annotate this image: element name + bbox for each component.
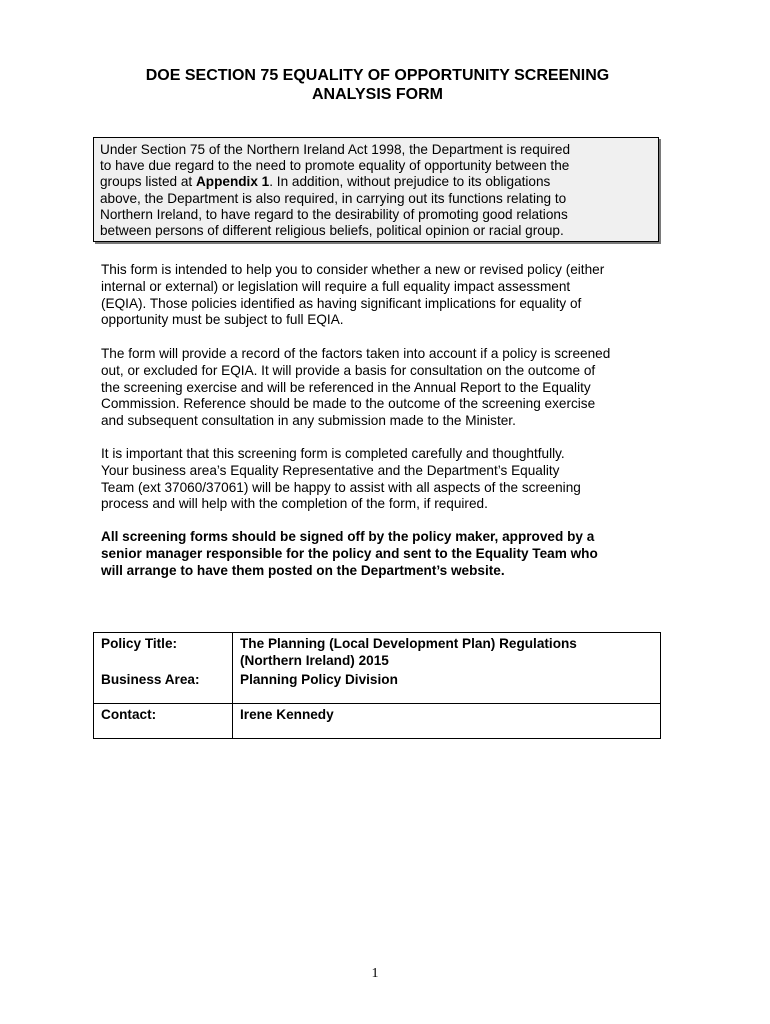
- paragraph-line: This form is intended to help you to consider whether a new or revised policy (either: [101, 262, 605, 277]
- policy-title-value: [233, 633, 661, 670]
- paragraph-line: and subsequent consultation in any submission made to the Minister.: [101, 413, 516, 429]
- form-title: [95, 66, 660, 104]
- paragraph-line: Team (ext 37060/37061) will be happy to assist with all aspects of the screening: [101, 479, 581, 495]
- policy-title-label: Policy Title:: [94, 633, 233, 670]
- intro-line-1: Under Section 75 of the Northern Ireland Act 1998, the Department is required: [100, 142, 571, 157]
- contact-label: Contact:: [94, 704, 233, 739]
- intro-line-6: between persons of different religious beliefs, political opinion or racial group.: [100, 223, 564, 239]
- table-row: [94, 704, 661, 739]
- policy-title-value-line-1: The Planning (Local Development Plan) Regulations: [240, 636, 577, 651]
- paragraph-line: internal or external) or legislation will require a full equality impact assessment: [101, 278, 571, 294]
- contact-value: Irene Kennedy: [233, 704, 661, 739]
- paragraph-line: Your business area’s Equality Representative and the Department’s Equality: [101, 462, 560, 478]
- intro-line-5: Northern Ireland, to have regard to the desirability of promoting good relations: [100, 206, 568, 222]
- form-title-line-2: ANALYSIS FORM: [312, 86, 443, 103]
- assistance-paragraph: [101, 446, 661, 513]
- paragraph-line: process and will help with the completion of the form, if required.: [101, 496, 488, 512]
- intro-line-4: above, the Department is also required, in carrying out its functions relating to: [100, 190, 567, 206]
- paragraph-line: senior manager responsible for the policy and sent to the Equality Team who: [101, 545, 598, 561]
- paragraph-line: will arrange to have them posted on the Department’s website.: [101, 562, 505, 578]
- record-paragraph: [101, 346, 661, 430]
- paragraph-line: the screening exercise and will be referenced in the Annual Report to the Equality: [101, 379, 591, 395]
- purpose-paragraph: [101, 262, 661, 329]
- intro-line-2: to have due regard to the need to promote equality of opportunity between the: [100, 158, 570, 174]
- sign-off-paragraph: [101, 529, 661, 579]
- paragraph-line: It is important that this screening form is completed carefully and thoughtfully.: [101, 446, 565, 461]
- intro-line-3: [100, 174, 658, 190]
- policy-info-table: [93, 632, 661, 739]
- appendix-reference: Appendix 1: [195, 174, 270, 190]
- paragraph-line: Commission. Reference should be made to the outcome of the screening exercise: [101, 396, 596, 412]
- form-title-line-1: DOE SECTION 75 EQUALITY OF OPPORTUNITY SCREENING: [145, 67, 610, 84]
- business-area-value: Planning Policy Division: [233, 669, 661, 704]
- intro-line-3-text: groups listed at: [100, 174, 196, 190]
- paragraph-line: (EQIA). Those policies identified as having significant implications for equality of: [101, 295, 582, 311]
- paragraph-line: The form will provide a record of the factors taken into account if a policy is screened: [101, 346, 611, 361]
- paragraph-line: out, or excluded for EQIA. It will provide a basis for consultation on the outcome of: [101, 362, 596, 378]
- intro-line-3-rest: . In addition, without prejudice to its obligations: [269, 174, 551, 190]
- section-75-intro-box: [93, 137, 659, 242]
- paragraph-line: opportunity must be subject to full EQIA.: [101, 312, 344, 328]
- business-area-label: Business Area:: [94, 669, 233, 704]
- policy-title-value-line-2: (Northern Ireland) 2015: [240, 652, 389, 668]
- page-number: 1: [371, 966, 379, 981]
- table-row: [94, 633, 661, 670]
- table-row: [94, 669, 661, 704]
- paragraph-line: All screening forms should be signed off by the policy maker, approved by a: [101, 529, 595, 544]
